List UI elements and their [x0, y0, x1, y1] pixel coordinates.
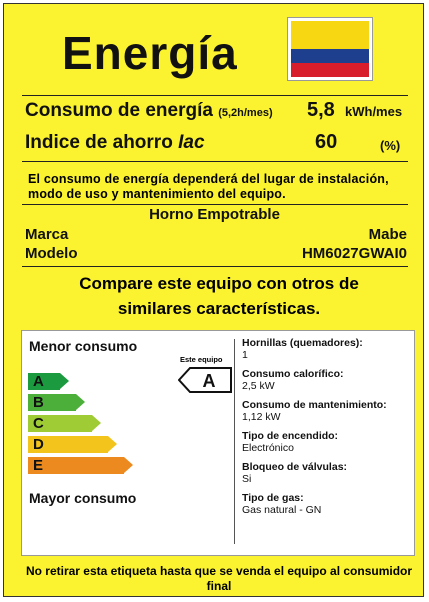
spec-item: [242, 430, 412, 461]
class-c-letter: C: [33, 415, 44, 432]
consumption-sub: (5,2h/mes): [218, 107, 273, 119]
energy-scale-panel: [21, 330, 415, 556]
class-a-letter: A: [33, 373, 44, 390]
disclaimer-note: El consumo de energía dependerá del lugar de instalación, modo de uso y mantenimiento del equipo.: [28, 172, 389, 201]
product-type: Horno Empotrable: [149, 206, 280, 223]
divider: [22, 95, 408, 96]
spec-item: [242, 399, 412, 430]
panel-divider: [234, 339, 235, 544]
compare-line-2: similares características.: [117, 299, 321, 318]
this-unit-label: Este equipo: [180, 355, 223, 364]
spec-label: Tipo de encendido:: [242, 430, 339, 442]
class-c-arrow: [28, 415, 92, 432]
spec-item: [242, 337, 412, 368]
spec-label: Hornillas (quemadores):: [242, 337, 363, 349]
class-d-arrow: [28, 436, 108, 453]
spec-value: Electrónico: [242, 442, 294, 454]
spec-item: [242, 461, 412, 492]
min-consumption-label: Menor consumo: [29, 338, 138, 354]
spec-label: Consumo de mantenimiento:: [242, 399, 387, 411]
class-e-arrow: [28, 457, 124, 474]
consumption-row: [25, 100, 273, 122]
this-unit-arrow-icon: [178, 367, 232, 393]
savings-value: 60: [315, 131, 338, 153]
compare-line-1: Compare este equipo con otros de: [79, 274, 359, 293]
savings-label: Indice de ahorro: [25, 132, 173, 153]
consumption-value: 5,8: [307, 99, 335, 121]
savings-row: [25, 132, 205, 154]
brand-value: Mabe: [368, 226, 407, 243]
class-a-arrow: [28, 373, 60, 390]
spec-label: Tipo de gas:: [242, 492, 304, 504]
class-d-letter: D: [33, 436, 44, 453]
consumption-label: Consumo de energía: [25, 100, 213, 121]
footer-notice: No retirar esta etiqueta hasta que se venda el equipo al consumidor final: [25, 564, 413, 593]
spec-value: 1,12 kW: [242, 411, 281, 423]
model-value: HM6027GWAI0: [301, 245, 407, 262]
spec-item: [242, 492, 412, 523]
class-b-arrow: [28, 394, 76, 411]
divider: [22, 266, 408, 267]
spec-value: 2,5 kW: [242, 380, 275, 392]
page-title: Energía: [62, 27, 238, 79]
this-unit-class: A: [202, 371, 216, 391]
spec-value: Gas natural - GN: [242, 504, 322, 516]
brand-label: Marca: [25, 226, 69, 243]
class-e-letter: E: [33, 457, 44, 474]
savings-symbol: Iac: [178, 132, 205, 153]
spec-list: [242, 337, 412, 523]
energy-label: [3, 3, 424, 597]
model-label: Modelo: [25, 245, 78, 262]
spec-label: Consumo calorífico:: [242, 368, 344, 380]
consumption-unit: kWh/mes: [345, 104, 403, 119]
savings-unit: (%): [380, 138, 401, 153]
max-consumption-label: Mayor consumo: [29, 490, 137, 506]
divider: [22, 204, 408, 205]
class-b-letter: B: [33, 394, 44, 411]
spec-value: 1: [242, 349, 248, 361]
colombia-flag-icon: [288, 18, 372, 80]
spec-item: [242, 368, 412, 399]
spec-label: Bloqueo de válvulas:: [242, 461, 348, 473]
divider: [22, 161, 408, 162]
spec-value: Si: [242, 473, 252, 485]
